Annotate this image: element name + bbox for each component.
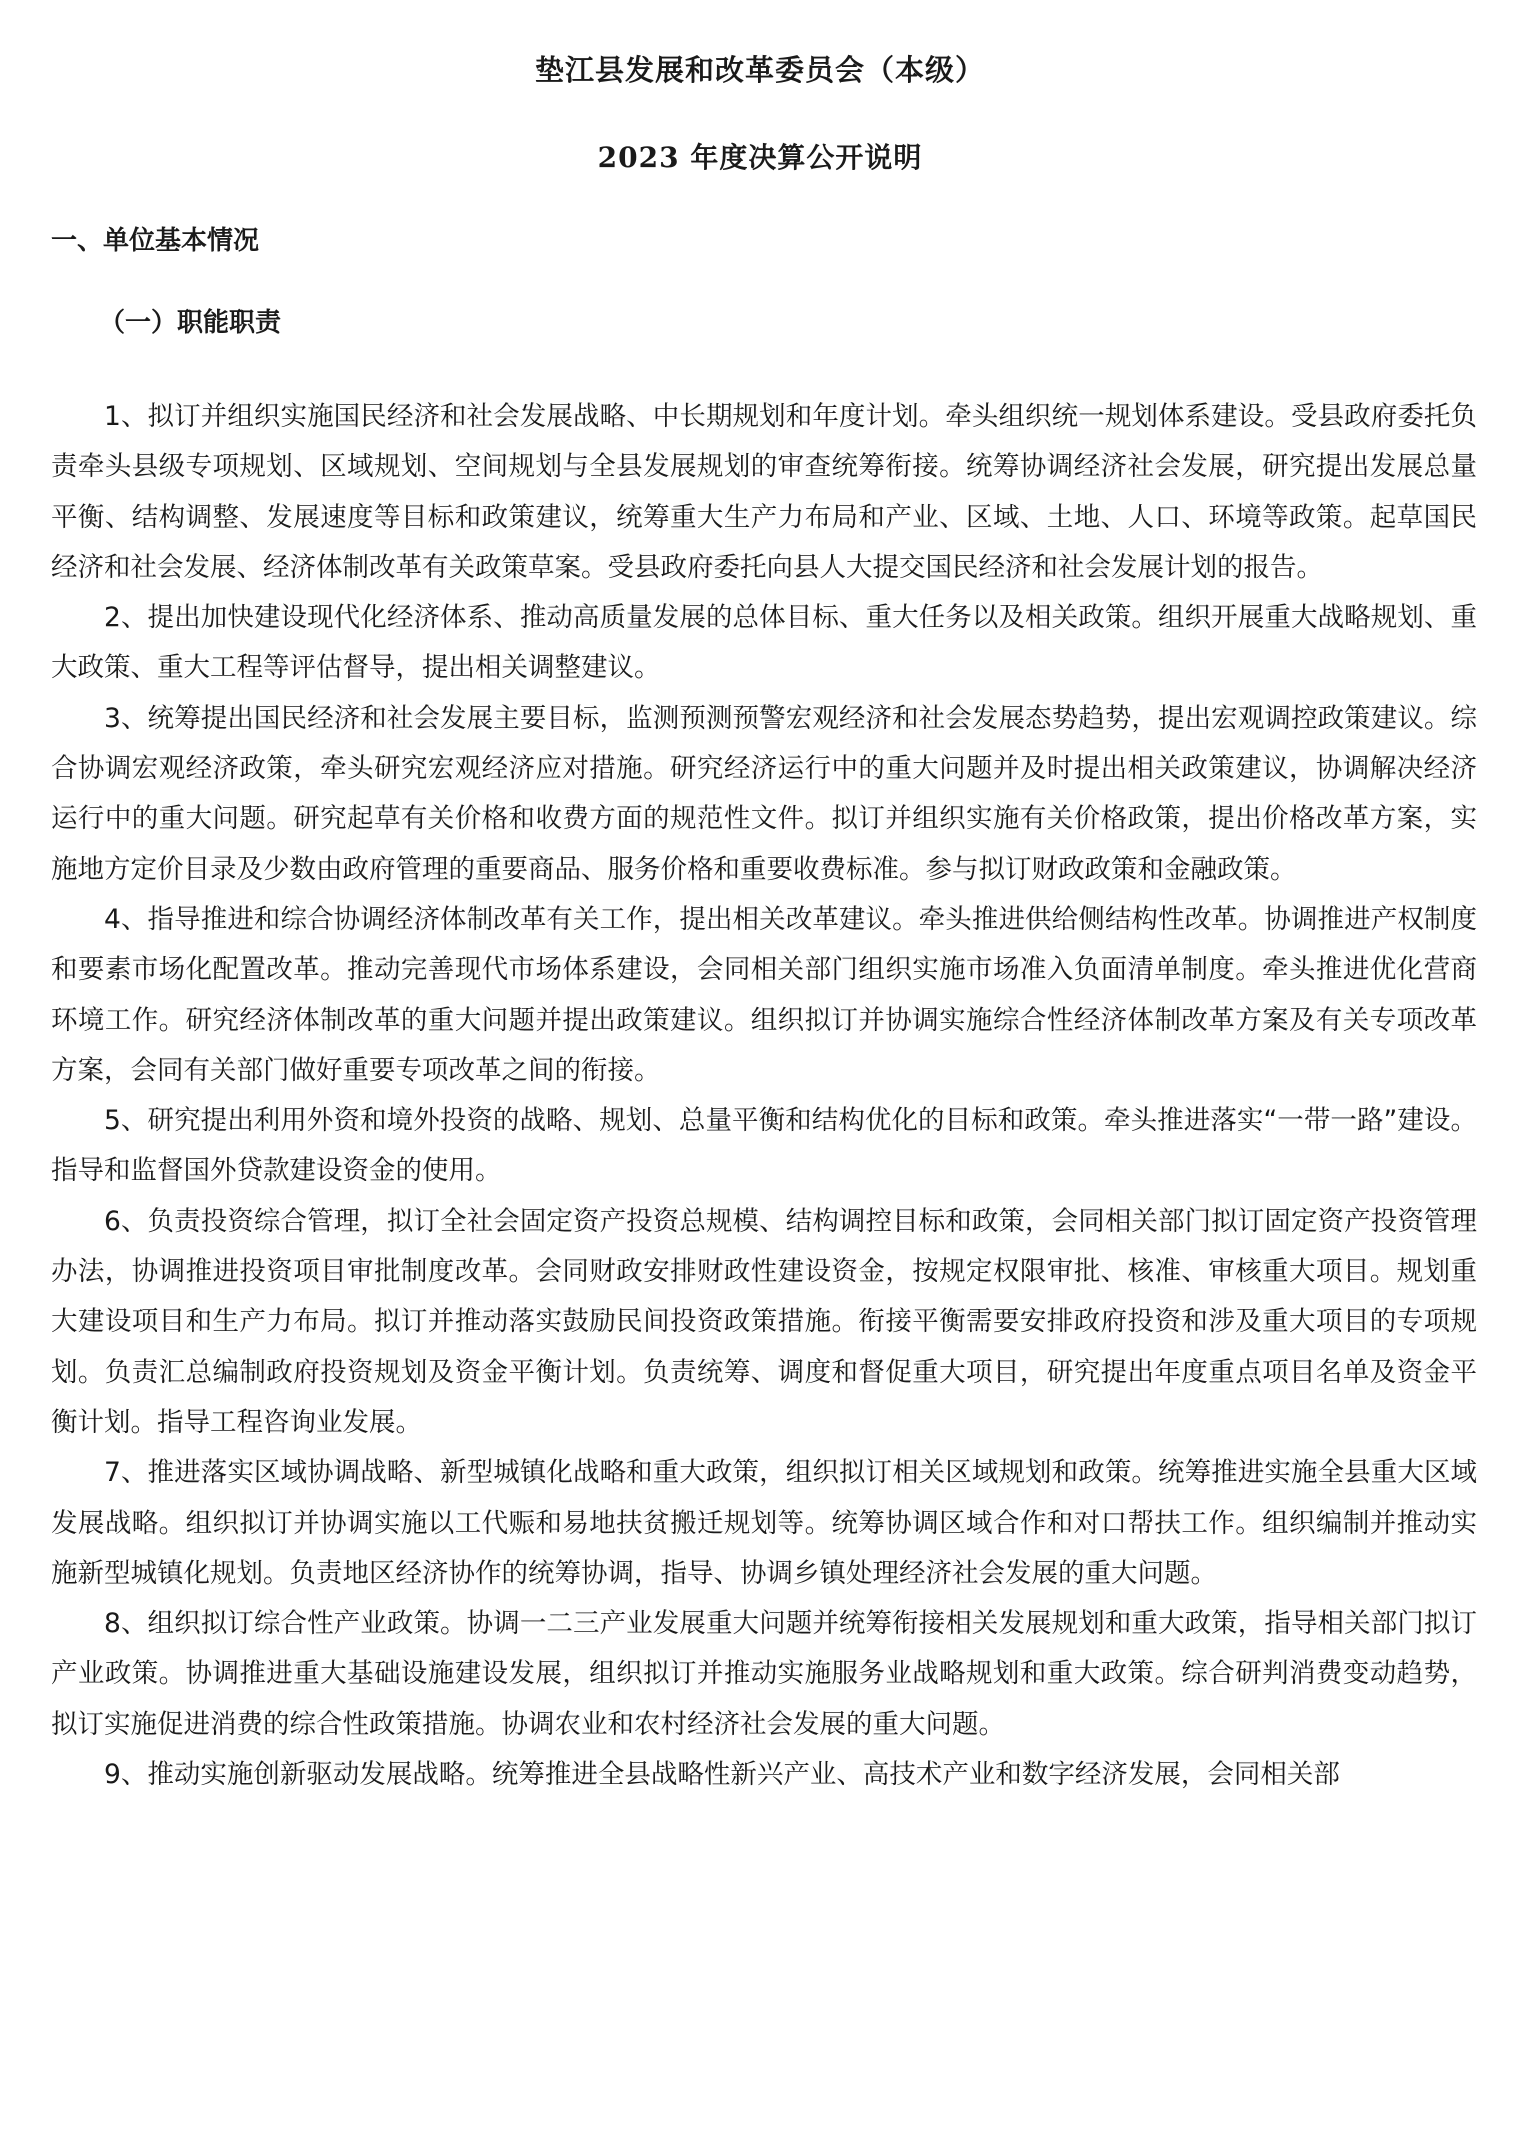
body-text <box>51 392 1477 1800</box>
paragraph-7: 7、推进落实区域协调战略、新型城镇化战略和重大政策，组织拟订相关区域规划和政策。统筹推进实施全县重大区域发展战略。组织拟订并协调实施以工代赈和易地扶贫搬迁规划等。统筹协调区域合作和对口帮扶工作。组织编制并推动实施新型城镇化规划。负责地区经济协作的统筹协调，指导、协调乡镇处理经济社会发展的重大问题。 <box>51 1457 1477 1589</box>
paragraph-1: 1、拟订并组织实施国民经济和社会发展战略、中长期规划和年度计划。牵头组织统一规划体系建设。受县政府委托负责牵头县级专项规划、区域规划、空间规划与全县发展规划的审查统筹衔接。统筹协调经济社会发展，研究提出发展总量平衡、结构调整、发展速度等目标和政策建议，统筹重大生产力布局和产业、区域、土地、人口、环境等政策。起草国民经济和社会发展、经济体制改革有关政策草案。受县政府委托向县人大提交国民经济和社会发展计划的报告。 <box>51 401 1477 583</box>
paragraph-3: 3、统筹提出国民经济和社会发展主要目标，监测预测预警宏观经济和社会发展态势趋势，提出宏观调控政策建议。综合协调宏观经济政策，牵头研究宏观经济应对措施。研究经济运行中的重大问题并及时提出相关政策建议，协调解决经济运行中的重大问题。研究起草有关价格和收费方面的规范性文件。拟订并组织实施有关价格政策，提出价格改革方案，实施地方定价目录及少数由政府管理的重要商品、服务价格和重要收费标准。参与拟订财政政策和金融政策。 <box>51 702 1477 885</box>
document-title: 垫江县发展和改革委员会（本级） <box>534 53 985 87</box>
paragraph-2: 2、提出加快建设现代化经济体系、推动高质量发展的总体目标、重大任务以及相关政策。组织开展重大战略规划、重大政策、重大工程等评估督导，提出相关调整建议。 <box>51 602 1477 684</box>
paragraph-9: 9、推动实施创新驱动发展战略。统筹推进全县战略性新兴产业、高技术产业和数字经济发展，会同相关部 <box>104 1759 1340 1791</box>
paragraph-6: 6、负责投资综合管理，拟订全社会固定资产投资总规模、结构调控目标和政策，会同相关部门拟订固定资产投资管理办法，协调推进投资项目审批制度改革。会同财政安排财政性建设资金，按规定权限审批、核准、审核重大项目。规划重大建设项目和生产力布局。拟订并推动落实鼓励民间投资政策措施。衔接平衡需要安排政府投资和涉及重大项目的专项规划。负责汇总编制政府投资规划及资金平衡计划。负责统筹、调度和督促重大项目，研究提出年度重点项目名单及资金平衡计划。指导工程咨询业发展。 <box>51 1205 1477 1438</box>
paragraph-5: 5、研究提出利用外资和境外投资的战略、规划、总量平衡和结构优化的目标和政策。牵头推进落实“一带一路”建设。指导和监督国外贷款建设资金的使用。 <box>51 1105 1477 1187</box>
paragraph-4: 4、指导推进和综合协调经济体制改革有关工作，提出相关改革建议。牵头推进供给侧结构性改革。协调推进产权制度和要素市场化配置改革。推动完善现代市场体系建设，会同相关部门组织实施市场准入负面清单制度。牵头推进优化营商环境工作。研究经济体制改革的重大问题并提出政策建议。组织拟订并协调实施综合性经济体制改革方案及有关专项改革方案，会同有关部门做好重要专项改革之间的衔接。 <box>51 903 1477 1086</box>
paragraph-8: 8、组织拟订综合性产业政策。协调一二三产业发展重大问题并统筹衔接相关发展规划和重大政策，指导相关部门拟订产业政策。协调推进重大基础设施建设发展，组织拟订并推动实施服务业战略规划和重大政策。综合研判消费变动趋势，拟订实施促进消费的综合性政策措施。协调农业和农村经济社会发展的重大问题。 <box>51 1608 1477 1740</box>
document-subtitle: 2023 年度决算公开说明 <box>597 141 923 174</box>
subsection-heading: （一）职能职责 <box>99 308 282 338</box>
section-heading: 一、单位基本情况 <box>51 226 260 256</box>
